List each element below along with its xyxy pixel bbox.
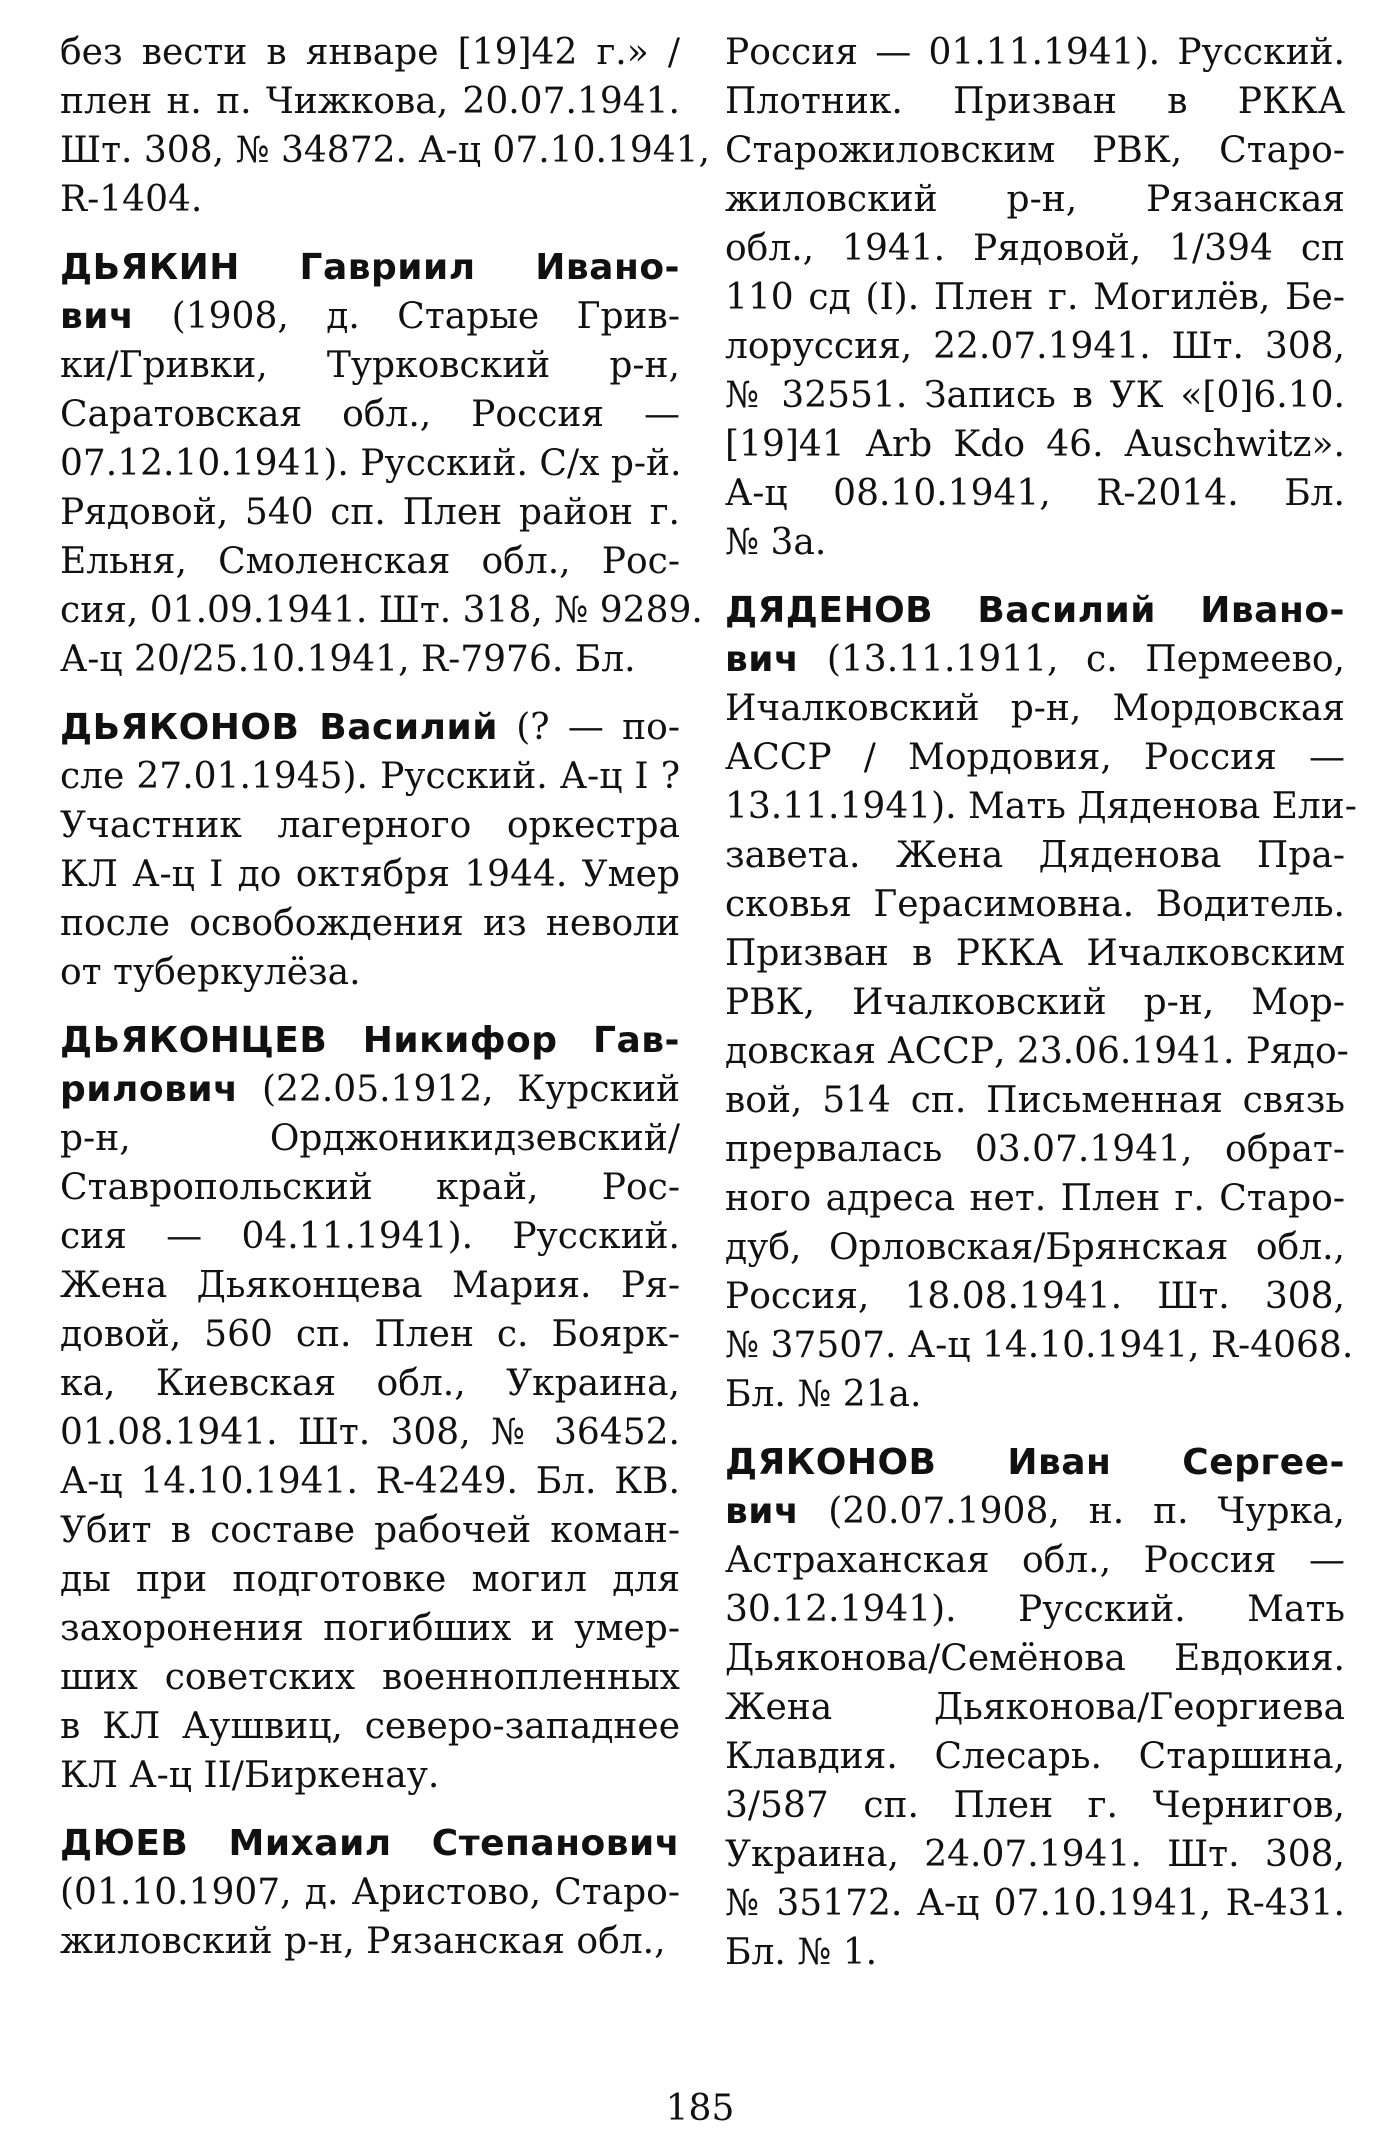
text-line [60, 28, 680, 77]
biography-entry [60, 703, 680, 997]
entry-text: Россия, 18.08.1941. Шт. 308, [725, 1276, 1345, 1317]
text-line [725, 1027, 1349, 1076]
entry-text: РВК, Ичалковский р-н, Мор- [725, 982, 1345, 1023]
entry-name: ДЬЯКИН Гавриил Ивано- [60, 247, 680, 288]
text-line [60, 1457, 680, 1506]
entry-text: прервалась 03.07.1941, обрат- [725, 1129, 1345, 1170]
entry-name: ДЬЯКОНОВ Василий [60, 707, 498, 748]
entry-text: (13.11.1911, с. Пермеево, [799, 639, 1345, 680]
entry-name: ДЬЯКОНЦЕВ Никифор Гав- [60, 1020, 680, 1061]
text-line [725, 1830, 1345, 1879]
entry-text: после освобождения из неволи [60, 903, 680, 944]
text-line [725, 1438, 1345, 1487]
text-line [60, 1868, 680, 1917]
biography-entry [725, 28, 1345, 567]
text-line [725, 126, 1345, 175]
text-line [725, 1634, 1345, 1683]
text-line [725, 175, 1345, 224]
right-column [725, 28, 1357, 1996]
entry-text: в КЛ Аушвиц, северо-западнее [60, 1706, 680, 1747]
biography-entry [60, 1016, 680, 1800]
entry-text: (01.10.1907, д. Аристово, Старо- [60, 1872, 680, 1913]
entry-text: жиловский р-н, Рязанская обл., [60, 1921, 666, 1962]
entry-text: Бл. № 21а. [725, 1374, 922, 1415]
entry-text: (22.05.1912, Курский [238, 1069, 680, 1110]
entry-name: ДЯКОНОВ Иван Сергее- [725, 1442, 1345, 1483]
text-line [60, 1819, 680, 1868]
text-line [60, 243, 680, 292]
entry-text: Шт. 308, № 34872. А-ц 07.10.1941, [60, 130, 710, 171]
text-line [725, 77, 1345, 126]
text-line [60, 1653, 680, 1702]
text-line [60, 1506, 680, 1555]
entry-text: ного адреса нет. Плен г. Старо- [725, 1178, 1345, 1219]
entry-text: Жена Дьяконова/Георгиева [725, 1687, 1345, 1728]
entry-text: Астраханская обл., Россия — [725, 1540, 1345, 1581]
entry-text: сле 27.01.1945). Русский. А-ц I ? [60, 756, 680, 797]
entry-text: лоруссия, 22.07.1941. Шт. 308, [725, 326, 1345, 367]
entry-text: Старожиловским РВК, Старо- [725, 130, 1345, 171]
text-line [60, 850, 680, 899]
text-line [725, 929, 1345, 978]
entry-text: Ичалковский р-н, Мордовская [725, 688, 1345, 729]
text-line [60, 175, 680, 224]
entry-text: (? — по- [497, 707, 680, 748]
entry-text: р-н, Орджоникидзевский/ [60, 1118, 680, 1159]
entry-text: ки/Гривки, Турковский р-н, [60, 345, 680, 386]
entry-text: 3/587 сп. Плен г. Чернигов, [725, 1785, 1345, 1826]
entry-name: вич [725, 639, 800, 680]
text-line [725, 469, 1345, 518]
entry-text: (1908, д. Старые Грив- [134, 296, 680, 337]
text-line [60, 1604, 680, 1653]
biography-entry [725, 586, 1357, 1419]
entry-text: [19]41 Arb Kdo 46. Auschwitz». [725, 424, 1345, 465]
entry-text: Ставропольский край, Рос- [60, 1167, 680, 1208]
entry-text: А-ц 08.10.1941, R-2014. Бл. [725, 473, 1345, 514]
entry-text: А-ц 14.10.1941. R-4249. Бл. КВ. [60, 1461, 680, 1502]
text-line [725, 880, 1345, 929]
entry-name: вич [725, 1491, 800, 1532]
text-line [60, 1065, 680, 1114]
entry-text: Призван в РККА Ичалковским [725, 933, 1345, 974]
text-line [60, 1261, 680, 1310]
text-line [725, 518, 1345, 567]
text-line [725, 1272, 1345, 1321]
biography-entry [60, 243, 703, 684]
text-line [60, 1408, 680, 1457]
text-line [60, 1555, 680, 1604]
biography-entry [60, 1819, 680, 1966]
entry-text: Клавдия. Слесарь. Старшина, [725, 1736, 1345, 1777]
text-line [60, 292, 680, 341]
biography-entry [725, 1438, 1345, 1977]
text-line [725, 1321, 1354, 1370]
text-line [60, 1212, 680, 1261]
page-number: 185 [665, 2088, 735, 2129]
entry-text: № 37507. А-ц 14.10.1941, R-4068. [725, 1325, 1354, 1366]
entry-text: Плотник. Призван в РККА [725, 81, 1345, 122]
entry-text: плен н. п. Чижкова, 20.07.1941. [60, 81, 680, 122]
entry-text: А-ц 20/25.10.1941, R-7976. Бл. [60, 639, 636, 680]
entry-text: жиловский р-н, Рязанская [725, 179, 1345, 220]
entry-text: Жена Дьяконцева Мария. Ря- [60, 1265, 680, 1306]
text-line [725, 782, 1357, 831]
entry-text: 01.08.1941. Шт. 308, № 36452. [60, 1412, 680, 1453]
text-line [725, 1928, 1345, 1977]
text-line [725, 224, 1345, 273]
text-line [725, 684, 1345, 733]
text-line [60, 390, 680, 439]
entry-text: № 35172. А-ц 07.10.1941, R-431. [725, 1883, 1345, 1924]
text-line [725, 322, 1345, 371]
text-line [60, 948, 680, 997]
entry-text: Россия — 01.11.1941). Русский. [725, 32, 1345, 73]
entry-text: № 32551. Запись в УК «[0]6.10. [725, 375, 1345, 416]
text-line [725, 420, 1345, 469]
entry-text: сия — 04.11.1941). Русский. [60, 1216, 680, 1257]
entry-text: завета. Жена Дяденова Пра- [725, 835, 1345, 876]
entry-text: R-1404. [60, 179, 203, 220]
entry-name: вич [60, 296, 135, 337]
text-line [60, 341, 680, 390]
entry-text: Саратовская обл., Россия — [60, 394, 680, 435]
text-line [725, 1076, 1345, 1125]
biography-entry [60, 28, 710, 224]
entry-text: Бл. № 1. [725, 1932, 878, 1973]
text-line [60, 1114, 680, 1163]
entry-text: вой, 514 сп. Письменная связь [725, 1080, 1345, 1121]
entry-text: без вести в январе [19]42 г.» / [60, 32, 680, 73]
entry-text: довская АССР, 23.06.1941. Рядо- [725, 1031, 1349, 1072]
entry-text: 30.12.1941). Русский. Мать [725, 1589, 1345, 1630]
text-line [60, 899, 680, 948]
entry-name: ДЯДЕНОВ Василий Ивано- [725, 590, 1345, 631]
entry-text: Участник лагерного оркестра [60, 805, 680, 846]
entry-text: (20.07.1908, н. п. Чурка, [799, 1491, 1345, 1532]
text-line [60, 1016, 680, 1065]
entry-text: довой, 560 сп. Плен с. Боярк- [60, 1314, 680, 1355]
entry-text: 13.11.1941). Мать Дяденова Ели- [725, 786, 1357, 827]
text-line [60, 439, 680, 488]
text-line [725, 273, 1345, 322]
entry-text: захоронения погибших и умер- [60, 1608, 680, 1649]
text-line [725, 1536, 1345, 1585]
text-line [725, 28, 1345, 77]
text-line [725, 1781, 1345, 1830]
entry-text: № 3а. [725, 522, 827, 563]
text-line [60, 1359, 680, 1408]
text-line [725, 1487, 1345, 1536]
text-line [725, 831, 1345, 880]
text-line [60, 586, 703, 635]
text-line [60, 1163, 680, 1212]
text-line [725, 1683, 1345, 1732]
text-line [60, 1917, 680, 1966]
entry-name: ДЮЕВ Михаил Степанович [60, 1823, 680, 1864]
entry-text: сия, 01.09.1941. Шт. 318, № 9289. [60, 590, 703, 631]
text-line [725, 1585, 1345, 1634]
entry-text: Ельня, Смоленская обл., Рос- [60, 541, 680, 582]
entry-text: ды при подготовке могил для [60, 1559, 680, 1600]
entry-text: Дьяконова/Семёнова Евдокия. [725, 1638, 1345, 1679]
entry-text: КЛ А-ц II/Биркенау. [60, 1755, 440, 1796]
entry-text: КЛ А-ц I до октября 1944. Умер [60, 854, 680, 895]
text-line [725, 1370, 1345, 1419]
entry-text: АССР / Мордовия, Россия — [725, 737, 1345, 778]
text-line [725, 1174, 1345, 1223]
text-line [725, 733, 1345, 782]
entry-text: 07.12.10.1941). Русский. С/х р-й. [60, 443, 682, 484]
text-line [725, 371, 1345, 420]
entry-text: от туберкулёза. [60, 952, 361, 993]
entry-name: рилович [60, 1069, 239, 1110]
text-line [725, 978, 1345, 1027]
text-line [725, 1879, 1345, 1928]
text-line [60, 126, 710, 175]
text-line [60, 635, 680, 684]
text-line [60, 1702, 680, 1751]
entry-text: сковья Герасимовна. Водитель. [725, 884, 1345, 925]
entry-text: ших советских военнопленных [60, 1657, 680, 1698]
text-line [60, 488, 680, 537]
entry-text: Убит в составе рабочей коман- [60, 1510, 680, 1551]
text-line [60, 703, 680, 752]
entry-text: Рядовой, 540 сп. Плен район г. [60, 492, 680, 533]
text-line [725, 1125, 1345, 1174]
entry-text: 110 сд (I). Плен г. Могилёв, Бе- [725, 277, 1345, 318]
text-line [60, 537, 680, 586]
text-line [60, 1751, 680, 1800]
text-line [60, 752, 680, 801]
entry-text: обл., 1941. Рядовой, 1/394 сп [725, 228, 1345, 269]
text-line [725, 586, 1345, 635]
left-column [60, 28, 710, 1985]
entry-text: дуб, Орловская/Брянская обл., [725, 1227, 1345, 1268]
text-line [60, 1310, 680, 1359]
entry-text: ка, Киевская обл., Украина, [60, 1363, 680, 1404]
entry-text: Украина, 24.07.1941. Шт. 308, [725, 1834, 1345, 1875]
text-line [725, 635, 1345, 684]
text-line [60, 77, 680, 126]
text-line [60, 801, 680, 850]
text-line [725, 1732, 1345, 1781]
text-line [725, 1223, 1345, 1272]
